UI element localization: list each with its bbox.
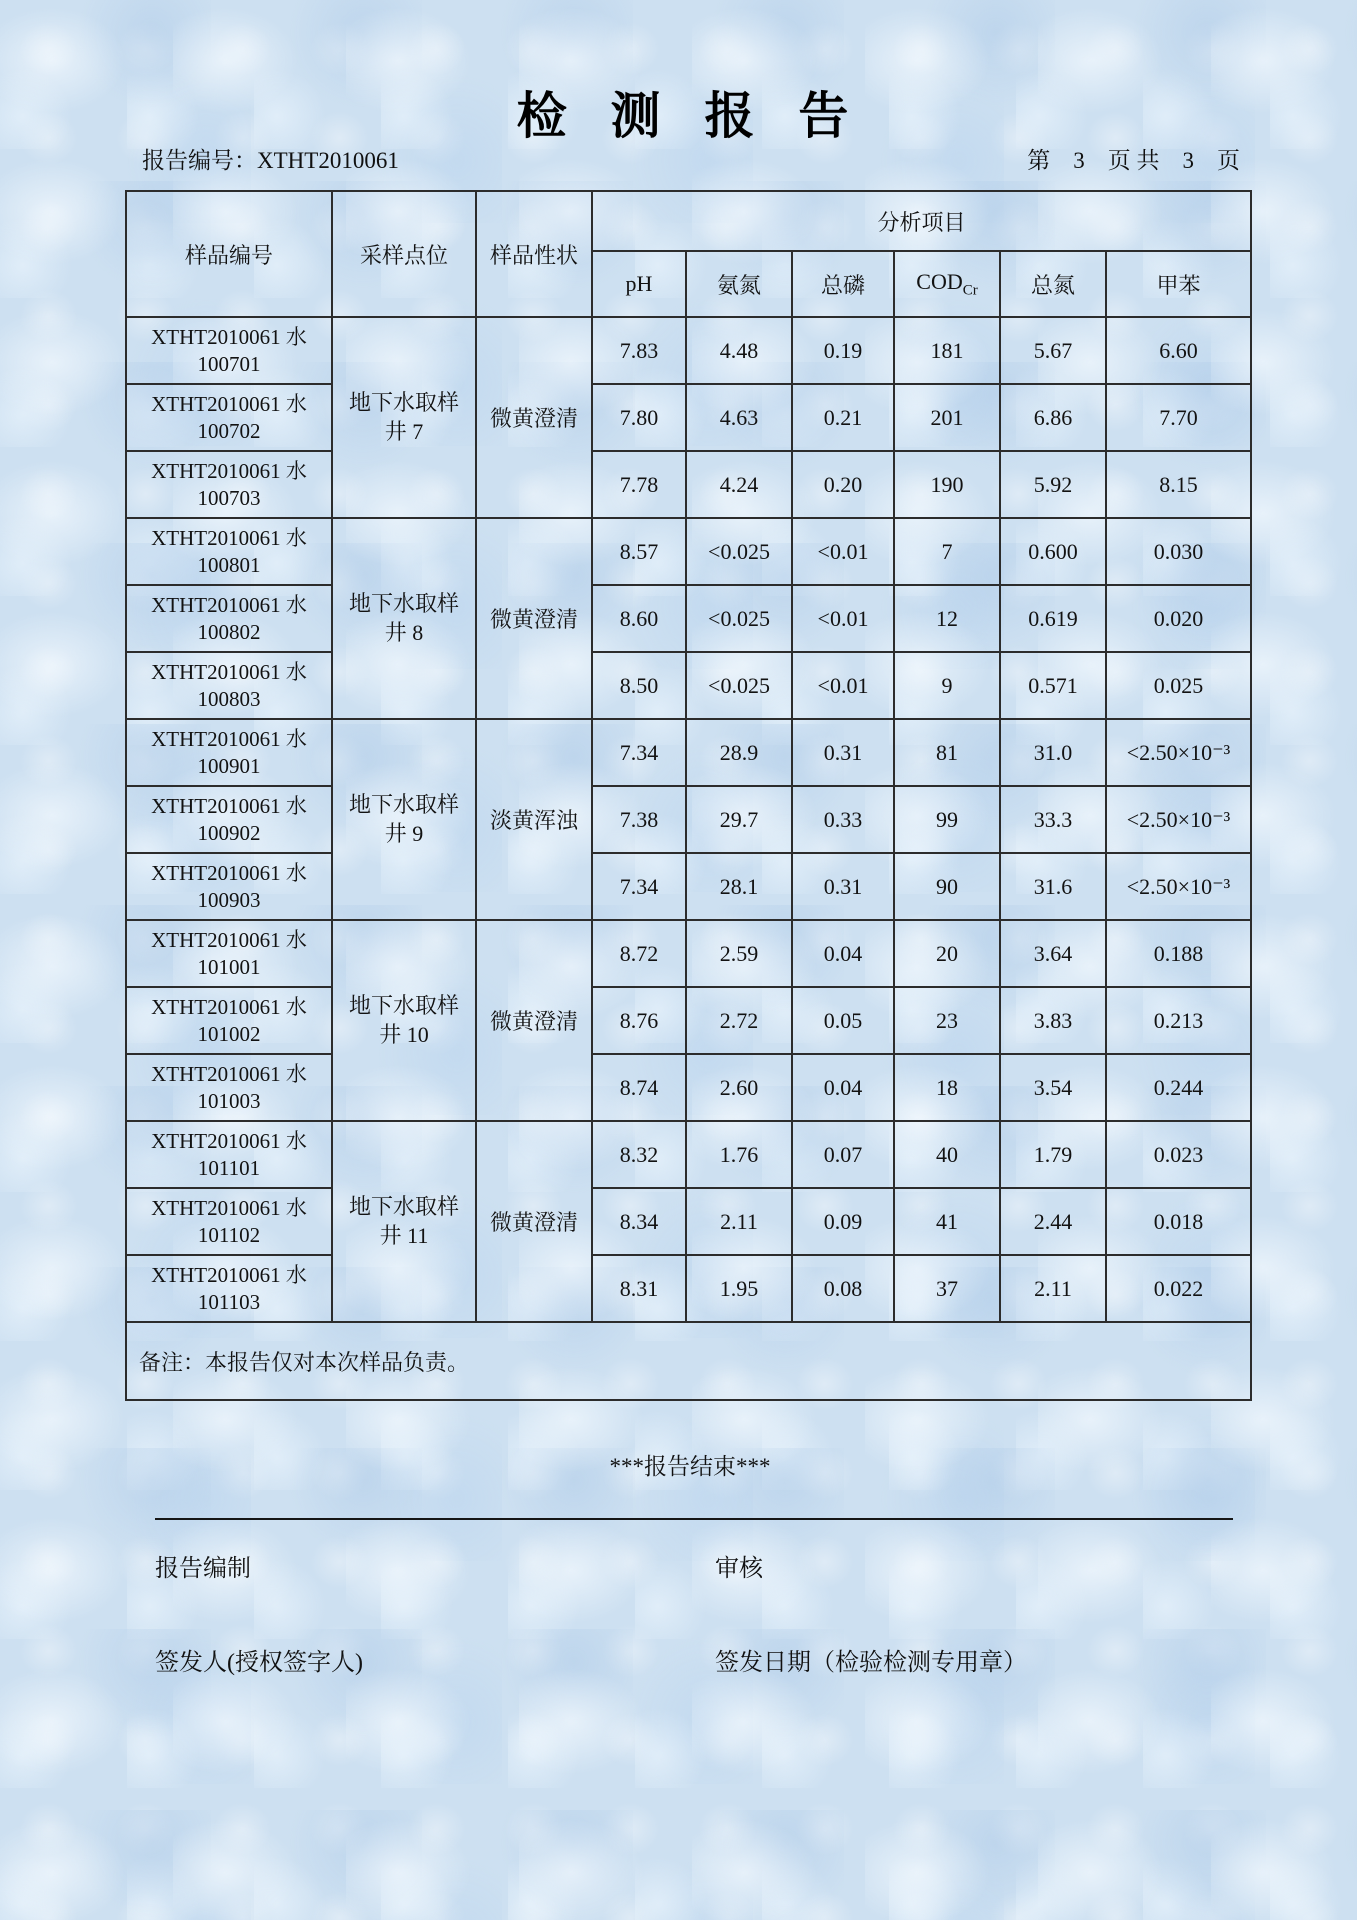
value-cell-ammonia: <0.025 [686,652,792,719]
sample-id-line2: 100901 [197,753,261,778]
value-cell-ammonia: 4.63 [686,384,792,451]
sample-id-line1: XTHT2010061 水 [151,994,307,1019]
table-row [126,786,1251,853]
value-cell-toluene: 6.60 [1106,317,1251,384]
sampling-point-line2: 井 8 [384,619,424,645]
table-row [126,317,1251,384]
col-header-ph: pH [592,251,686,317]
value-cell-nitrogen: 0.600 [1000,518,1106,585]
sample-id-cell [126,920,332,987]
table-row [126,920,1251,987]
col-header-sample-id: 样品编号 [126,191,332,317]
cod-label: COD [916,268,963,294]
value-cell-ammonia: 2.60 [686,1054,792,1121]
sample-id-cell [126,451,332,518]
value-cell-codcr: 37 [894,1255,1000,1322]
value-cell-ph: 8.72 [592,920,686,987]
table-row [126,652,1251,719]
value-cell-toluene: 0.030 [1106,518,1251,585]
value-cell-toluene: 0.018 [1106,1188,1251,1255]
value-cell-codcr: 18 [894,1054,1000,1121]
table-row [126,987,1251,1054]
reviewed-by-label: 审核 [715,1556,763,1582]
value-cell-ph: 7.80 [592,384,686,451]
value-cell-ph: 8.31 [592,1255,686,1322]
value-cell-ammonia: 2.59 [686,920,792,987]
value-cell-ph: 8.74 [592,1054,686,1121]
value-cell-ammonia: <0.025 [686,585,792,652]
value-cell-phosphorus: 0.04 [792,1054,894,1121]
sample-id-line1: XTHT2010061 水 [151,927,307,952]
sample-id-line1: XTHT2010061 水 [151,1195,307,1220]
sample-id-line2: 101103 [197,1289,261,1314]
sample-id-line2: 101102 [197,1222,261,1247]
analysis-table [125,190,1252,1401]
col-header-cod-cr [894,251,1000,317]
sample-id-line1: XTHT2010061 水 [151,860,307,885]
value-cell-toluene: 0.022 [1106,1255,1251,1322]
value-cell-nitrogen: 31.6 [1000,853,1106,920]
table-row [126,1255,1251,1322]
sample-id-line2: 101101 [197,1155,261,1180]
sample-id-cell [126,317,332,384]
value-cell-codcr: 201 [894,384,1000,451]
sample-id-line2: 101002 [197,1021,261,1046]
meta-row [142,142,1240,175]
value-cell-phosphorus: <0.01 [792,652,894,719]
sample-id-line2: 100802 [197,619,261,644]
value-cell-toluene: 0.025 [1106,652,1251,719]
report-number-value: XTHT2010061 [257,148,399,173]
signature-divider-line [155,1518,1233,1520]
value-cell-ammonia: 1.95 [686,1255,792,1322]
sample-id-cell [126,585,332,652]
value-cell-phosphorus: 0.31 [792,719,894,786]
value-cell-ammonia: 28.9 [686,719,792,786]
report-end-marker: ***报告结束*** [609,1454,771,1479]
sample-id-cell [126,652,332,719]
sampling-point-cell [332,1121,476,1322]
sampling-point-line1: 地下水取样 [348,1194,459,1220]
sample-id-line2: 101001 [197,954,261,979]
value-cell-ammonia: <0.025 [686,518,792,585]
table-row [126,719,1251,786]
value-cell-ammonia: 2.11 [686,1188,792,1255]
col-header-toluene: 甲苯 [1106,251,1251,317]
value-cell-codcr: 23 [894,987,1000,1054]
sample-property-cell: 微黄澄清 [476,1121,592,1322]
value-cell-codcr: 81 [894,719,1000,786]
sample-id-line2: 100902 [197,820,261,845]
value-cell-nitrogen: 0.571 [1000,652,1106,719]
value-cell-ph: 8.76 [592,987,686,1054]
sampling-point-line1: 地下水取样 [348,792,459,818]
value-cell-nitrogen: 6.86 [1000,384,1106,451]
table-row [126,1054,1251,1121]
col-header-total-nitrogen: 总氮 [1000,251,1106,317]
value-cell-ph: 8.34 [592,1188,686,1255]
sample-property-cell: 微黄澄清 [476,518,592,719]
value-cell-codcr: 20 [894,920,1000,987]
value-cell-ph: 7.78 [592,451,686,518]
sample-property-cell: 微黄澄清 [476,920,592,1121]
value-cell-ammonia: 29.7 [686,786,792,853]
sampling-point-line2: 井 9 [384,820,424,846]
sample-id-line2: 100701 [197,351,261,376]
value-cell-codcr: 99 [894,786,1000,853]
value-cell-nitrogen: 1.79 [1000,1121,1106,1188]
footer-row-2 [155,1642,1235,1677]
value-cell-phosphorus: 0.07 [792,1121,894,1188]
value-cell-toluene: <2.50×10⁻³ [1106,786,1251,853]
sample-id-cell [126,384,332,451]
sampling-point-cell [332,317,476,518]
table-row [126,1121,1251,1188]
value-cell-codcr: 40 [894,1121,1000,1188]
value-cell-nitrogen: 3.83 [1000,987,1106,1054]
value-cell-ph: 7.38 [592,786,686,853]
sample-id-cell [126,1054,332,1121]
issue-date-label: 签发日期（检验检测专用章） [715,1650,1027,1676]
value-cell-ph: 8.32 [592,1121,686,1188]
value-cell-codcr: 12 [894,585,1000,652]
sample-id-line1: XTHT2010061 水 [151,525,307,550]
sample-id-cell [126,987,332,1054]
table-row [126,1188,1251,1255]
value-cell-codcr: 9 [894,652,1000,719]
sampling-point-line2: 井 11 [379,1222,429,1248]
sample-id-line2: 101003 [197,1088,261,1113]
value-cell-ammonia: 2.72 [686,987,792,1054]
value-cell-phosphorus: 0.21 [792,384,894,451]
value-cell-codcr: 190 [894,451,1000,518]
sampling-point-line1: 地下水取样 [348,390,459,416]
table-row [126,853,1251,920]
value-cell-toluene: 0.020 [1106,585,1251,652]
sample-id-line1: XTHT2010061 水 [151,391,307,416]
value-cell-ammonia: 4.24 [686,451,792,518]
value-cell-toluene: 0.188 [1106,920,1251,987]
sample-id-line1: XTHT2010061 水 [151,726,307,751]
report-number-label: 报告编号： [142,148,257,173]
col-header-analysis-items: 分析项目 [592,191,1251,251]
value-cell-ph: 7.83 [592,317,686,384]
table-row [126,518,1251,585]
value-cell-phosphorus: 0.33 [792,786,894,853]
sample-id-cell [126,1121,332,1188]
sample-id-line2: 100801 [197,552,261,577]
cod-subscript: Cr [962,282,978,299]
col-header-sampling-point: 采样点位 [332,191,476,317]
sampling-point-line1: 地下水取样 [348,993,459,1019]
sample-id-cell [126,518,332,585]
value-cell-toluene: 7.70 [1106,384,1251,451]
value-cell-codcr: 7 [894,518,1000,585]
value-cell-toluene: 0.023 [1106,1121,1251,1188]
note-cell: 备注：本报告仅对本次样品负责。 [126,1322,1251,1400]
value-cell-ph: 7.34 [592,719,686,786]
sample-id-line1: XTHT2010061 水 [151,659,307,684]
value-cell-toluene: 0.244 [1106,1054,1251,1121]
value-cell-phosphorus: 0.19 [792,317,894,384]
sample-id-line2: 100803 [197,686,261,711]
value-cell-ph: 8.50 [592,652,686,719]
value-cell-toluene: 0.213 [1106,987,1251,1054]
sampling-point-line1: 地下水取样 [348,591,459,617]
value-cell-codcr: 90 [894,853,1000,920]
footer-row-1 [155,1548,1235,1583]
sample-id-line1: XTHT2010061 水 [151,592,307,617]
value-cell-nitrogen: 5.67 [1000,317,1106,384]
value-cell-ammonia: 28.1 [686,853,792,920]
value-cell-phosphorus: 0.09 [792,1188,894,1255]
value-cell-ph: 8.57 [592,518,686,585]
value-cell-nitrogen: 31.0 [1000,719,1106,786]
table-row [126,384,1251,451]
value-cell-phosphorus: <0.01 [792,585,894,652]
sample-id-cell [126,1188,332,1255]
table-row [126,451,1251,518]
table-note-row [126,1322,1251,1400]
sample-id-line2: 100703 [197,485,261,510]
sampling-point-cell [332,920,476,1121]
value-cell-phosphorus: 0.20 [792,451,894,518]
value-cell-ph: 8.60 [592,585,686,652]
value-cell-nitrogen: 3.54 [1000,1054,1106,1121]
table-header-row-1 [126,191,1251,251]
page-title: 检 测 报 告 [516,88,864,144]
sampling-point-cell [332,719,476,920]
value-cell-phosphorus: 0.08 [792,1255,894,1322]
sample-id-line1: XTHT2010061 水 [151,324,307,349]
sample-id-line2: 100702 [197,418,261,443]
prepared-by-label: 报告编制 [155,1556,251,1582]
value-cell-phosphorus: <0.01 [792,518,894,585]
sample-property-cell: 微黄澄清 [476,317,592,518]
value-cell-toluene: <2.50×10⁻³ [1106,719,1251,786]
value-cell-nitrogen: 5.92 [1000,451,1106,518]
report-number [142,142,399,175]
sample-id-cell [126,786,332,853]
value-cell-phosphorus: 0.31 [792,853,894,920]
col-header-sample-property: 样品性状 [476,191,592,317]
value-cell-codcr: 41 [894,1188,1000,1255]
table-row [126,585,1251,652]
value-cell-toluene: <2.50×10⁻³ [1106,853,1251,920]
sampling-point-line2: 井 7 [384,418,424,444]
value-cell-nitrogen: 2.11 [1000,1255,1106,1322]
sample-id-line1: XTHT2010061 水 [151,1262,307,1287]
value-cell-nitrogen: 2.44 [1000,1188,1106,1255]
value-cell-phosphorus: 0.04 [792,920,894,987]
sample-id-line1: XTHT2010061 水 [151,458,307,483]
sample-id-cell [126,719,332,786]
col-header-ammonia-nitrogen: 氨氮 [686,251,792,317]
sample-id-line1: XTHT2010061 水 [151,1128,307,1153]
value-cell-nitrogen: 3.64 [1000,920,1106,987]
value-cell-ph: 7.34 [592,853,686,920]
sampling-point-cell [332,518,476,719]
value-cell-ammonia: 4.48 [686,317,792,384]
value-cell-toluene: 8.15 [1106,451,1251,518]
sampling-point-line2: 井 10 [379,1021,429,1047]
value-cell-ammonia: 1.76 [686,1121,792,1188]
issuer-label: 签发人(授权签字人) [155,1650,363,1676]
sample-id-cell [126,1255,332,1322]
value-cell-nitrogen: 33.3 [1000,786,1106,853]
col-header-total-phosphorus: 总磷 [792,251,894,317]
sample-id-cell [126,853,332,920]
sample-id-line1: XTHT2010061 水 [151,1061,307,1086]
value-cell-codcr: 181 [894,317,1000,384]
value-cell-nitrogen: 0.619 [1000,585,1106,652]
value-cell-phosphorus: 0.05 [792,987,894,1054]
sample-property-cell: 淡黄浑浊 [476,719,592,920]
page-indicator: 第 3 页 共 3 页 [1027,148,1240,173]
sample-id-line1: XTHT2010061 水 [151,793,307,818]
sample-id-line2: 100903 [197,887,261,912]
